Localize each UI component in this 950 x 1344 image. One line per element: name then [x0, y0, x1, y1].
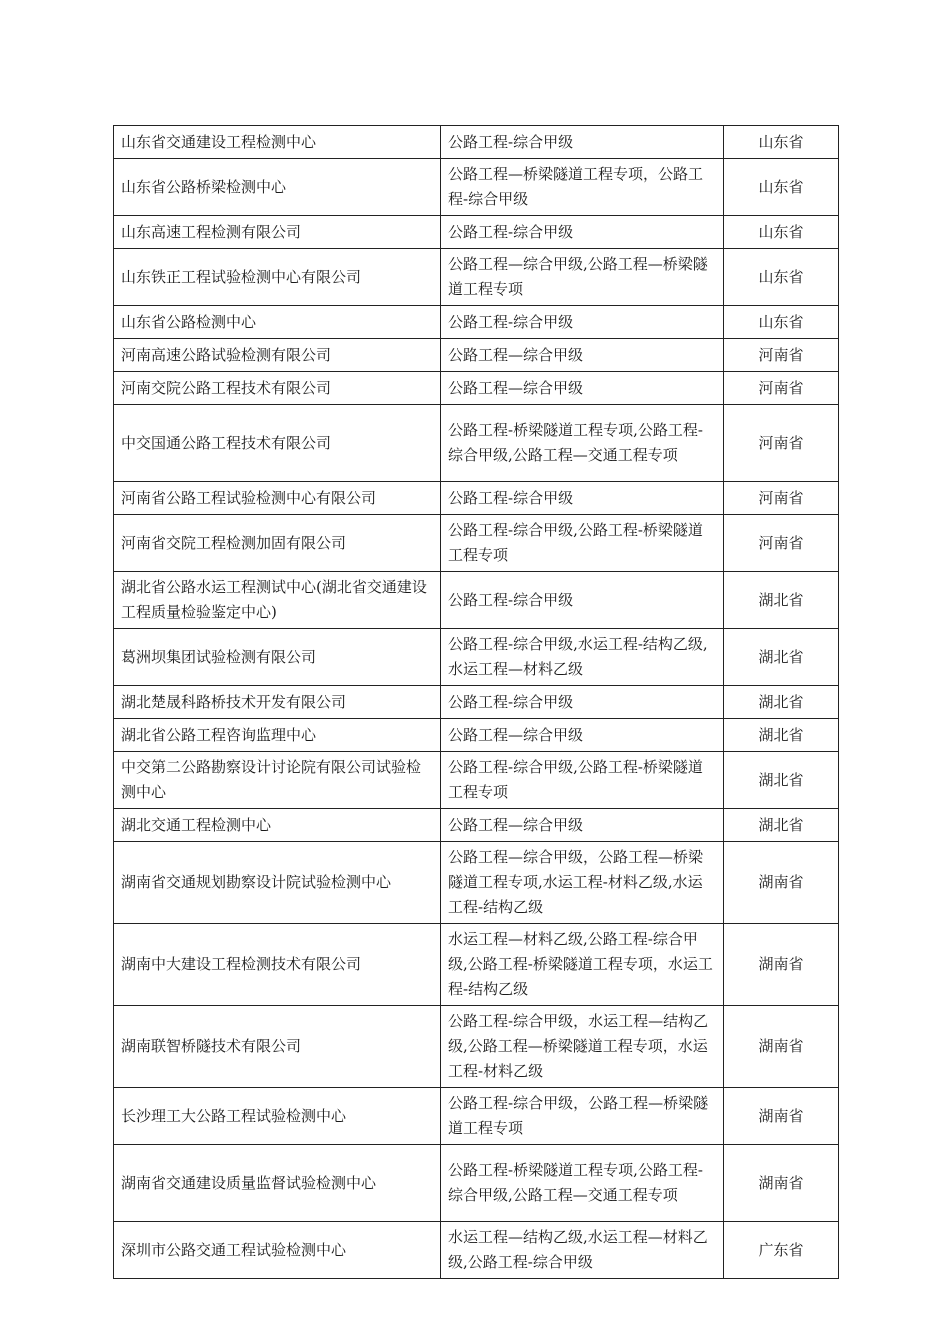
agency-name-cell: 山东铁正工程试验检测中心有限公司: [114, 249, 441, 306]
agency-name-cell: 长沙理工大公路工程试验检测中心: [114, 1088, 441, 1145]
province-cell: 河南省: [724, 405, 839, 482]
province-cell: 山东省: [724, 126, 839, 159]
agency-name-cell: 湖北省公路工程咨询监理中心: [114, 719, 441, 752]
qualification-cell: 公路工程—综合甲级，公路工程—桥梁隧道工程专项,水运工程-材料乙级,水运工程-结构乙级: [441, 842, 724, 924]
table-row: [114, 405, 839, 482]
qualification-cell: 公路工程-综合甲级,公路工程-桥梁隧道工程专项: [441, 515, 724, 572]
agency-name-cell: 深圳市公路交通工程试验检测中心: [114, 1222, 441, 1279]
qualification-cell: 公路工程-桥梁隧道工程专项,公路工程-综合甲级,公路工程—交通工程专项: [441, 405, 724, 482]
table-row: [114, 719, 839, 752]
qualification-cell: 公路工程-综合甲级，公路工程—桥梁隧道工程专项: [441, 1088, 724, 1145]
qualification-cell: 水运工程—结构乙级,水运工程—材料乙级,公路工程-综合甲级: [441, 1222, 724, 1279]
table-row: [114, 126, 839, 159]
agency-name-cell: 河南交院公路工程技术有限公司: [114, 372, 441, 405]
province-cell: 湖北省: [724, 629, 839, 686]
agency-name-cell: 湖北楚晟科路桥技术开发有限公司: [114, 686, 441, 719]
qualification-cell: 公路工程-综合甲级: [441, 572, 724, 629]
province-cell: 山东省: [724, 159, 839, 216]
agency-name-cell: 河南省公路工程试验检测中心有限公司: [114, 482, 441, 515]
table-row: [114, 216, 839, 249]
qualification-cell: 公路工程—综合甲级,公路工程—桥梁隧道工程专项: [441, 249, 724, 306]
province-cell: 河南省: [724, 482, 839, 515]
province-cell: 湖北省: [724, 719, 839, 752]
qualification-cell: 公路工程-综合甲级,水运工程-结构乙级,水运工程—材料乙级: [441, 629, 724, 686]
province-cell: 山东省: [724, 249, 839, 306]
table-row: [114, 372, 839, 405]
table-row: [114, 842, 839, 924]
qualification-cell: 公路工程-综合甲级: [441, 126, 724, 159]
table-row: [114, 629, 839, 686]
agency-name-cell: 山东省交通建设工程检测中心: [114, 126, 441, 159]
table-row: [114, 752, 839, 809]
qualification-cell: 公路工程—综合甲级: [441, 809, 724, 842]
province-cell: 湖北省: [724, 809, 839, 842]
table-row: [114, 572, 839, 629]
table-row: [114, 339, 839, 372]
qualification-cell: 公路工程-综合甲级,公路工程-桥梁隧道工程专项: [441, 752, 724, 809]
agency-name-cell: 葛洲坝集团试验检测有限公司: [114, 629, 441, 686]
agency-name-cell: 湖北省公路水运工程测试中心(湖北省交通建设工程质量检验鉴定中心): [114, 572, 441, 629]
qualification-cell: 公路工程—综合甲级: [441, 719, 724, 752]
qualification-cell: 公路工程—综合甲级: [441, 372, 724, 405]
province-cell: 湖北省: [724, 752, 839, 809]
province-cell: 湖南省: [724, 1006, 839, 1088]
province-cell: 湖南省: [724, 1088, 839, 1145]
table-row: [114, 306, 839, 339]
province-cell: 河南省: [724, 339, 839, 372]
province-cell: 河南省: [724, 372, 839, 405]
agency-name-cell: 中交国通公路工程技术有限公司: [114, 405, 441, 482]
table-row: [114, 1088, 839, 1145]
qualification-cell: 公路工程-综合甲级: [441, 686, 724, 719]
agency-name-cell: 山东省公路桥梁检测中心: [114, 159, 441, 216]
table-row: [114, 809, 839, 842]
qualification-cell: 水运工程—材料乙级,公路工程-综合甲级,公路工程-桥梁隧道工程专项，水运工程-结构乙级: [441, 924, 724, 1006]
province-cell: 湖南省: [724, 924, 839, 1006]
table-row: [114, 1145, 839, 1222]
province-cell: 湖南省: [724, 842, 839, 924]
agency-name-cell: 湖南省交通建设质量监督试验检测中心: [114, 1145, 441, 1222]
agency-name-cell: 山东省公路检测中心: [114, 306, 441, 339]
agency-name-cell: 湖南省交通规划勘察设计院试验检测中心: [114, 842, 441, 924]
province-cell: 山东省: [724, 306, 839, 339]
table-row: [114, 159, 839, 216]
agency-name-cell: 湖南中大建设工程检测技术有限公司: [114, 924, 441, 1006]
agency-name-cell: 湖北交通工程检测中心: [114, 809, 441, 842]
agency-name-cell: 中交第二公路勘察设计讨论院有限公司试验检测中心: [114, 752, 441, 809]
table-row: [114, 1006, 839, 1088]
province-cell: 广东省: [724, 1222, 839, 1279]
table-row: [114, 482, 839, 515]
table-row: [114, 515, 839, 572]
testing-agency-table: [113, 125, 839, 1279]
province-cell: 河南省: [724, 515, 839, 572]
qualification-cell: 公路工程-综合甲级: [441, 306, 724, 339]
table-row: [114, 924, 839, 1006]
province-cell: 湖南省: [724, 1145, 839, 1222]
qualification-cell: 公路工程-桥梁隧道工程专项,公路工程-综合甲级,公路工程—交通工程专项: [441, 1145, 724, 1222]
qualification-cell: 公路工程—综合甲级: [441, 339, 724, 372]
agency-name-cell: 河南高速公路试验检测有限公司: [114, 339, 441, 372]
agency-name-cell: 湖南联智桥隧技术有限公司: [114, 1006, 441, 1088]
table-row: [114, 249, 839, 306]
province-cell: 湖北省: [724, 686, 839, 719]
table-row: [114, 686, 839, 719]
province-cell: 山东省: [724, 216, 839, 249]
qualification-cell: 公路工程—桥梁隧道工程专项，公路工程-综合甲级: [441, 159, 724, 216]
qualification-cell: 公路工程-综合甲级，水运工程—结构乙级,公路工程—桥梁隧道工程专项，水运工程-材料乙级: [441, 1006, 724, 1088]
qualification-cell: 公路工程-综合甲级: [441, 482, 724, 515]
agency-name-cell: 山东高速工程检测有限公司: [114, 216, 441, 249]
agency-name-cell: 河南省交院工程检测加固有限公司: [114, 515, 441, 572]
province-cell: 湖北省: [724, 572, 839, 629]
qualification-cell: 公路工程-综合甲级: [441, 216, 724, 249]
table-row: [114, 1222, 839, 1279]
